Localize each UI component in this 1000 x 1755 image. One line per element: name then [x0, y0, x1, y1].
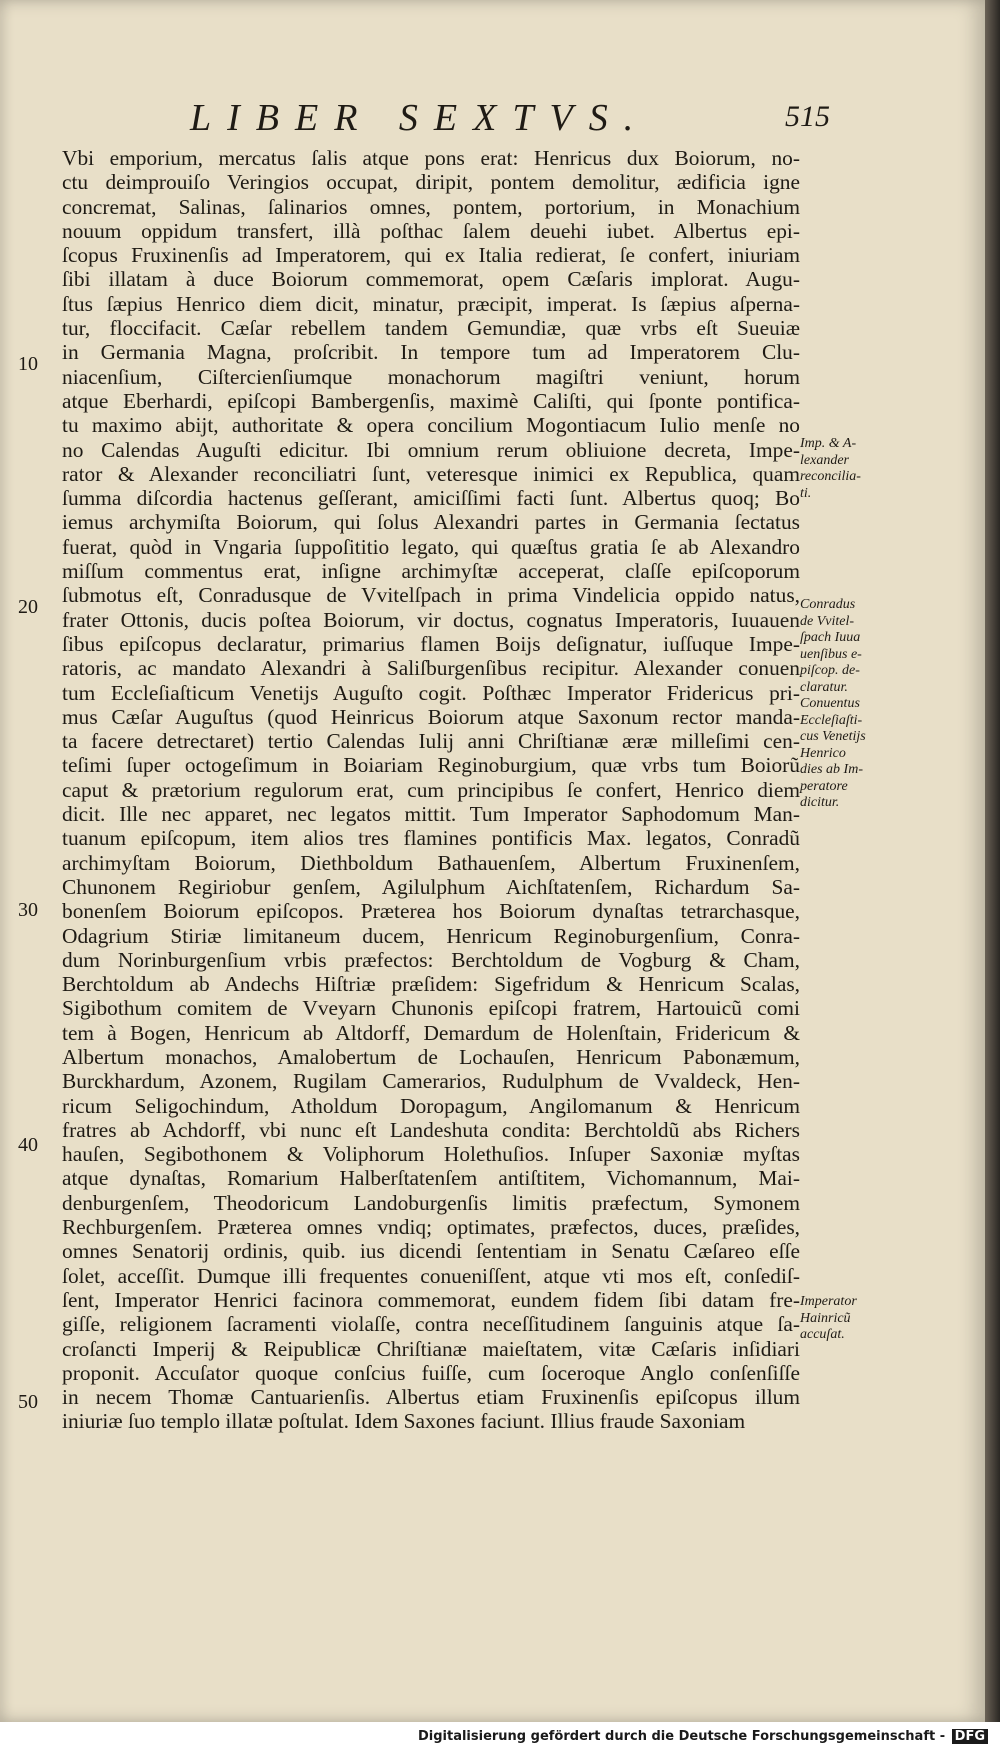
text-line: archimyſtam Boiorum, Diethboldum Bathauenſem, Albertum Fruxinenſem,: [62, 850, 800, 875]
margin-note-line: Imp. & A-: [800, 436, 857, 451]
margin-note-line: Eccleſiaſti-: [800, 712, 863, 728]
text-line: ctu deimprouiſo Veringios occupat, diripit, pontem demolitur, ædificia igne: [62, 170, 800, 195]
text-line: Rechburgenſem. Præterea omnes vndiq; optimates, præfectos, duces, præſides,: [62, 1215, 800, 1240]
text-line: tur, floccifacit. Cæſar rebellem tandem Gemundiæ, quæ vrbs eſt Sueuiæ: [62, 316, 800, 341]
text-line: ſcopus Fruxinenſis ad Imperatorem, qui ex Italia redierat, ſe confert, iniuriam: [62, 243, 800, 268]
text-line: frater Ottonis, ducis poſtea Boiorum, vir doctus, cognatus Imperatoris, Iuuauen: [62, 607, 800, 632]
margin-note-line: piſcop. de-: [800, 663, 860, 678]
margin-note-line: ti.: [800, 485, 812, 501]
text-line: tem à Bogen, Henricum ab Altdorff, Demardum de Holenſtain, Fridericum &: [62, 1020, 800, 1045]
text-line: nouum oppidum transfert, illà poſthac ſalem deuehi iubet. Albertus epi-: [62, 218, 800, 243]
text-line: tuanum epiſcopum, item alios tres flamines pontificis Max. legatos, Conradũ: [62, 826, 800, 851]
margin-note-line: claratur.: [800, 679, 848, 695]
text-line: fratres ab Achdorff, vbi nunc eſt Landeshuta condita: Berchtoldũ abs Richers: [62, 1117, 800, 1142]
text-line: Burckhardum, Azonem, Rugilam Camerarios, Rudulphum de Vvaldeck, Hen-: [62, 1069, 800, 1094]
text-line: ta facere detrectaret) tertio Calendas Iulij anni Chriſtianæ æræ milleſimi cen-: [62, 729, 800, 754]
text-line: dum Norinburgenſium vrbis præfectos: Berchtoldum de Vogburg & Cham,: [62, 947, 800, 972]
running-header: [190, 96, 830, 140]
text-line: teſimi ſuper octogeſimum in Boiariam Reginoburgium, quæ vrbs tum Boiorũ: [62, 753, 800, 778]
margin-note-line: cus Venetijs: [800, 729, 866, 744]
text-line: Odagrium Stiriæ limitaneum ducem, Henricum Reginoburgenſium, Conra-: [62, 923, 800, 948]
text-line: mus Cæſar Auguſtus (quod Heinricus Boiorum atque Saxonum rector manda-: [62, 704, 800, 729]
text-line: tu maximo abijt, authoritate & opera concilium Mogontiacum Iulio menſe no: [62, 413, 800, 438]
text-line: ſubmotus eſt, Conradusque de Vvitelſpach in prima Vindelicia oppido natus,: [62, 583, 800, 608]
book-edge: [985, 0, 1000, 1722]
text-line: giſſe, religionem ſacramenti violaſſe, contra neceſſitudinem ſanguinis atque ſa-: [62, 1312, 800, 1337]
dfg-logo: DFG: [952, 1729, 988, 1744]
digitization-footer: [0, 1722, 1000, 1755]
text-line: hauſen, Segibothonem & Voliphorum Holethuſios. Inſuper Saxoniæ myſtas: [62, 1142, 800, 1167]
text-line: ſibi illatam à duce Boiorum commemorat, opem Cæſaris implorat. Augu-: [62, 267, 800, 292]
margin-note-line: ſpach Iuua: [800, 630, 861, 645]
text-line: Chunonem Regiriobur genſem, Agilulphum Aichſtatenſem, Richardum Sa-: [62, 874, 800, 899]
page-number: 515: [785, 100, 830, 133]
margin-note-line: peratore: [800, 778, 848, 794]
text-line: tum Eccleſiaſticum Venetijs Auguſto cogit. Poſthæc Imperator Fridericus pri-: [62, 680, 800, 705]
margin-note-line: Conuentus: [800, 696, 860, 711]
text-line: dicit. Ille nec apparet, nec legatos mittit. Tum Imperator Saphodomum Man-: [62, 802, 800, 827]
text-line: ratoris, ac mandato Alexandri à Saliſburgenſibus recipitur. Alexander conuen: [62, 656, 800, 681]
margin-note-line: lexander: [800, 452, 849, 468]
margin-note-line: uenſibus e-: [800, 646, 862, 662]
line-number: 20: [18, 596, 38, 618]
margin-note-line: Hainricũ: [800, 1310, 851, 1326]
text-line: ſtus ſæpius Henrico diem dicit, minatur, præcipit, imperat. Is ſæpius aſperna-: [62, 291, 800, 316]
line-number: 40: [18, 1134, 38, 1156]
text-line: rator & Alexander reconciliatri ſunt, veteresque inimici ex Republica, quam: [62, 461, 800, 486]
line-number: 50: [18, 1391, 38, 1413]
text-line: atque Eberhardi, epiſcopi Bambergenſis, maximè Caliſti, qui ſponte pontifica-: [62, 388, 800, 413]
line-number: 30: [18, 899, 38, 921]
text-line: iniuriæ ſuo templo illatæ poſtulat. Idem Saxones faciunt. Illius fraude Saxoniam: [62, 1409, 746, 1434]
margin-note-line: Conradus: [800, 597, 856, 612]
line-number: 10: [18, 353, 38, 375]
margin-note-line: Henrico: [800, 745, 846, 761]
margin-note-reconciliation: [800, 436, 880, 502]
margin-note-line: reconcilia-: [800, 469, 861, 484]
text-line: ricum Seligochindum, Atholdum Doropagum, Angilomanum & Henricum: [62, 1093, 800, 1118]
text-line: concremat, Salinas, ſalinarios omnes, pontem, portorium, in Monachium: [62, 194, 800, 219]
header-title: LIBER SEXTVS.: [190, 97, 650, 139]
text-line: bonenſem Boiorum epiſcopos. Præterea hos Boiorum dynaſtas tetrarchasque,: [62, 899, 800, 924]
text-line: niacenſium, Ciſtercienſiumque monachorum magiſtri veniunt, horum: [62, 364, 800, 389]
text-line: ſolet, acceſſit. Dumque illi frequentes conueniſſent, atque vti mos eſt, conſediſ-: [62, 1263, 800, 1288]
text-line: iemus archymiſta Boiorum, qui ſolus Alexandri partes in Germania ſectatus: [62, 510, 800, 535]
margin-note-line: de Vvitel-: [800, 613, 855, 629]
text-line: fuerat, quòd in Vngaria ſuppoſititio legato, qui quæſtus gratia ſe ab Alexandro: [62, 534, 800, 559]
text-line: atque dynaſtas, Romarium Halberſtatenſem antiſtitem, Vichomannum, Mai-: [62, 1166, 800, 1191]
margin-note-conradus: [800, 597, 880, 812]
text-line: proponit. Accuſator quoque conſcius fuiſſe, cum ſoceroque Anglo conſenſiſſe: [62, 1360, 800, 1385]
body-text: [62, 146, 800, 1434]
text-line: denburgenſem, Theodoricum Landoburgenſis limitis præfectum, Symonem: [62, 1190, 800, 1215]
text-line: ſibus epiſcopus declaratur, primarius flamen Boijs deſignatur, iuſſuque Impe-: [62, 631, 800, 656]
text-line: Berchtoldum ab Andechs Hiſtriæ præſidem: Sigefridum & Henricum Scalas,: [62, 972, 800, 997]
text-line: omnes Senatorij ordinis, quib. ius dicendi ſententiam in Senatu Cæſareo eſſe: [62, 1239, 800, 1264]
margin-note-imperator: [800, 1294, 880, 1344]
text-line: in necem Thomæ Cantuarienſis. Albertus etiam Fruxinenſis epiſcopus illum: [62, 1385, 800, 1410]
text-line: ſumma diſcordia hactenus geſſerant, amiciſſimi facti ſunt. Albertus quoq; Bo: [62, 486, 800, 511]
text-line: Sigibothum comitem de Vveyarn Chunonis epiſcopi fratrem, Hartouicũ comi: [62, 996, 800, 1021]
text-line: miſſum commentus erat, inſigne archimyſtæ acceperat, claſſe epiſcoporum: [62, 559, 800, 584]
footer-credit-text: Digitalisierung gefördert durch die Deutsche Forschungsgemeinschaft -: [417, 1729, 946, 1744]
text-line: ſent, Imperator Henrici facinora commemorat, eundem fidem ſibi datam fre-: [62, 1287, 800, 1312]
margin-note-line: accuſat.: [800, 1327, 845, 1342]
text-line: croſancti Imperij & Reipublicæ Chriſtianæ maieſtatem, vitæ Cæſaris inſidiari: [62, 1336, 800, 1361]
margin-note-line: Imperator: [800, 1294, 857, 1309]
margin-note-line: dies ab Im-: [800, 762, 863, 777]
margin-note-line: dicitur.: [800, 795, 840, 810]
text-line: no Calendas Auguſti edicitur. Ibi omnium rerum obliuione decreta, Impe-: [62, 437, 800, 462]
text-line: caput & prætorium regulorum erat, cum principibus ſe confert, Henrico diem: [62, 777, 800, 802]
text-line: Albertum monachos, Amalobertum de Lochauſen, Henricum Pabonæmum,: [62, 1044, 800, 1069]
text-line: in Germania Magna, proſcribit. In tempore tum ad Imperatorem Clu-: [62, 340, 800, 365]
footer-credit: [418, 1729, 988, 1744]
text-line: Vbi emporium, mercatus ſalis atque pons erat: Henricus dux Boiorum, no-: [62, 146, 800, 170]
